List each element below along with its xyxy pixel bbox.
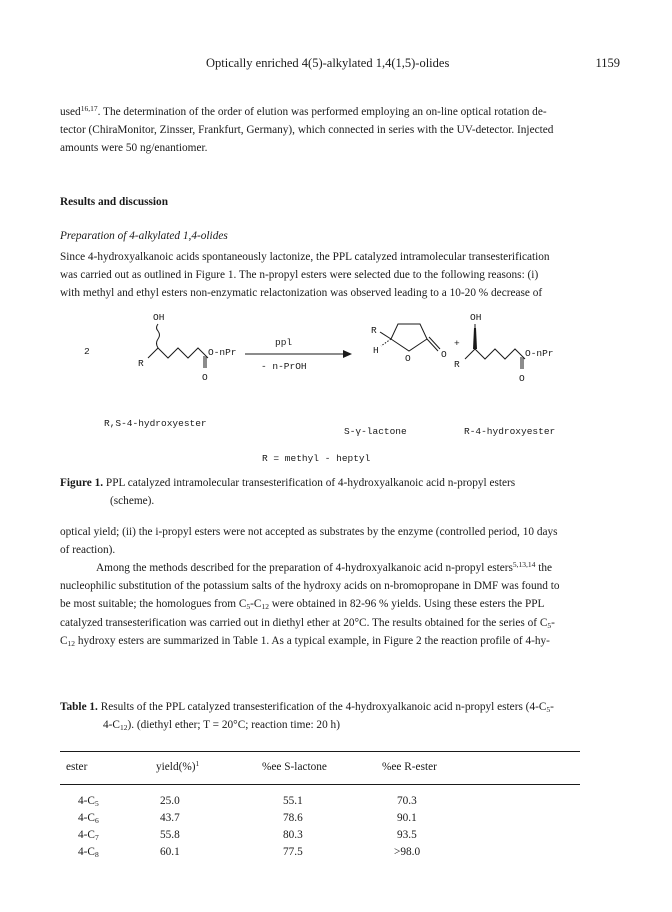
lactone-carbonyl-o: O xyxy=(441,349,447,360)
para1-line-3: with methyl and ethyl esters non-enzymatic relactonization was observed leading to a 10-20 % decrease of xyxy=(60,287,543,300)
para2-line-2: of reaction). xyxy=(60,544,116,557)
product-onpr-label: O-nPr xyxy=(525,348,554,359)
lactone-h-label: H xyxy=(373,345,379,356)
product-r-label: R xyxy=(454,359,460,370)
lactone-h-hashed-bond xyxy=(381,339,391,346)
subsection-heading: Preparation of 4-alkylated 1,4-olides xyxy=(60,230,228,242)
para3-line-5: $C_{12}$ hydroxy esters are summarized in Table 1. As a typical example, in Figure 2 the reaction profile of 4-hy- xyxy=(60,634,550,648)
reactant-r-label: R xyxy=(138,358,144,369)
reactant-chain xyxy=(148,348,208,358)
para1-line-2: was carried out as outlined in Figure 1. The n-propyl esters were selected due to the following reasons: (i) xyxy=(60,269,539,282)
para3-line-4: catalyzed transesterification was carried out in diethyl ether at 20°C. The results obtained for the series of $C_5-$ xyxy=(60,616,555,630)
figure-label: Figure 1. xyxy=(60,477,104,489)
label-product: R-4-hydroxyester xyxy=(464,426,556,437)
table-caption-line-1: Table 1. Results of the PPL catalyzed transesterification of the 4-hydroxyalkanoic acid n-propyl esters ($4-C_5-$ xyxy=(60,701,554,714)
running-header xyxy=(60,56,620,72)
product-chain xyxy=(465,349,525,359)
paragraph-2 xyxy=(60,523,616,559)
paragraph-1 xyxy=(60,248,616,303)
cell-yield: 60.1 xyxy=(160,846,180,858)
product-oh-wedge xyxy=(473,328,477,349)
para3-line-1: Among the methods described for the preparation of 4-hydroxyalkanoic acid n-propyl esters$^{5,13,14}$ the xyxy=(96,560,553,574)
paragraph-3 xyxy=(60,559,616,650)
cell-ee-ester: 90.1 xyxy=(397,812,417,824)
reactant-carbonyl-o: O xyxy=(202,372,208,383)
para3-line-3: be most suitable; the homologues from $C_5-C_{12}$ were obtained in 82-96 % yields. Using these esters the PPL xyxy=(60,598,545,612)
header-ee-ester: %ee R-ester xyxy=(382,761,437,773)
figure-caption-line-1: PPL catalyzed intramolecular transesterification of 4-hydroxyalkanoic acid n-propyl esters xyxy=(103,477,516,489)
cell-ee-ester: >98.0 xyxy=(394,846,421,858)
reaction-scheme-drawing xyxy=(60,308,620,478)
running-title: Optically enriched 4(5)-alkylated 1,4(1,5)-olides xyxy=(206,56,450,70)
table-caption xyxy=(60,698,616,734)
table-header-rule xyxy=(60,784,580,785)
reaction-arrow-head xyxy=(343,350,352,358)
lactone-r-label: R xyxy=(371,325,377,336)
table-header-row xyxy=(60,761,616,778)
cell-ester: $4-C_8$ xyxy=(78,846,99,859)
cell-ester: $4-C_7$ xyxy=(78,829,99,842)
r-definition: R = methyl - heptyl xyxy=(262,453,371,464)
table-top-rule xyxy=(60,751,580,752)
intro-paragraph xyxy=(60,103,616,158)
table-row xyxy=(60,795,616,812)
cell-ester: $4-C_6$ xyxy=(78,812,99,825)
figure-caption-line-2: (scheme). xyxy=(110,495,155,507)
product-carbonyl-o: O xyxy=(519,373,525,384)
cell-yield: 55.8 xyxy=(160,829,180,841)
cell-ee-lactone: 80.3 xyxy=(283,829,303,841)
header-yield: yield(%)$^1$ xyxy=(156,759,200,773)
cell-yield: 43.7 xyxy=(160,812,180,824)
reactant-oh-label: OH xyxy=(153,312,165,323)
intro-line-1: used$^{16,17}$. The determination of the order of elution was performed employing an on-line optical rotation de- xyxy=(60,104,547,118)
header-ester: ester xyxy=(66,761,88,773)
intro-line-3: amounts were 50 ng/enantiomer. xyxy=(60,142,208,155)
cell-ee-lactone: 78.6 xyxy=(283,812,303,824)
figure-caption xyxy=(60,474,616,510)
label-lactone: S-γ-lactone xyxy=(344,426,407,437)
byproduct-label: - n-PrOH xyxy=(261,361,307,372)
product-oh-label: OH xyxy=(470,312,482,323)
lactone-ring-o: O xyxy=(405,353,411,364)
table-caption-line-2: $4-C_{12}$). (diethyl ether; T = 20°C; reaction time: 20 h) xyxy=(103,719,340,732)
results-table xyxy=(60,739,616,863)
table-row xyxy=(60,846,616,863)
cell-ee-lactone: 55.1 xyxy=(283,795,303,807)
reactant-oh-bond-wavy xyxy=(157,324,160,348)
cell-yield: 25.0 xyxy=(160,795,180,807)
table-row xyxy=(60,812,616,829)
reaction-scheme xyxy=(60,308,620,478)
intro-line-2: tector (ChiraMonitor, Zinsser, Frankfurt, Germany), which connected in series with the UV-detector. Injected xyxy=(60,124,554,137)
cell-ester: $4-C_5$ xyxy=(78,795,99,808)
table-row xyxy=(60,829,616,846)
cell-ee-lactone: 77.5 xyxy=(283,846,303,858)
lactone-ring xyxy=(391,324,427,351)
section-heading: Results and discussion xyxy=(60,196,168,208)
page-number: 1159 xyxy=(595,56,620,70)
reagent-label: ppl xyxy=(275,337,293,348)
para2-line-1: optical yield; (ii) the i-propyl esters were not accepted as substrates by the enzyme (controlled period, 10 days xyxy=(60,526,558,538)
plus-sign: + xyxy=(454,338,460,349)
label-reactant: R,S-4-hydroxyester xyxy=(104,418,207,429)
lactone-r-bond xyxy=(380,332,391,339)
cell-ee-ester: 93.5 xyxy=(397,829,417,841)
cell-ee-ester: 70.3 xyxy=(397,795,417,807)
reactant-onpr-label: O-nPr xyxy=(208,347,237,358)
header-ee-lactone: %ee S-lactone xyxy=(262,761,327,773)
para1-line-1: Since 4-hydroxyalkanoic acids spontaneously lactonize, the PPL catalyzed intramolecular transesterification xyxy=(60,251,550,263)
reactant-coefficient: 2 xyxy=(84,346,90,357)
para3-line-2: nucleophilic substitution of the potassium salts of the hydroxy acids on n-bromopropane in DMF was found to xyxy=(60,580,560,593)
